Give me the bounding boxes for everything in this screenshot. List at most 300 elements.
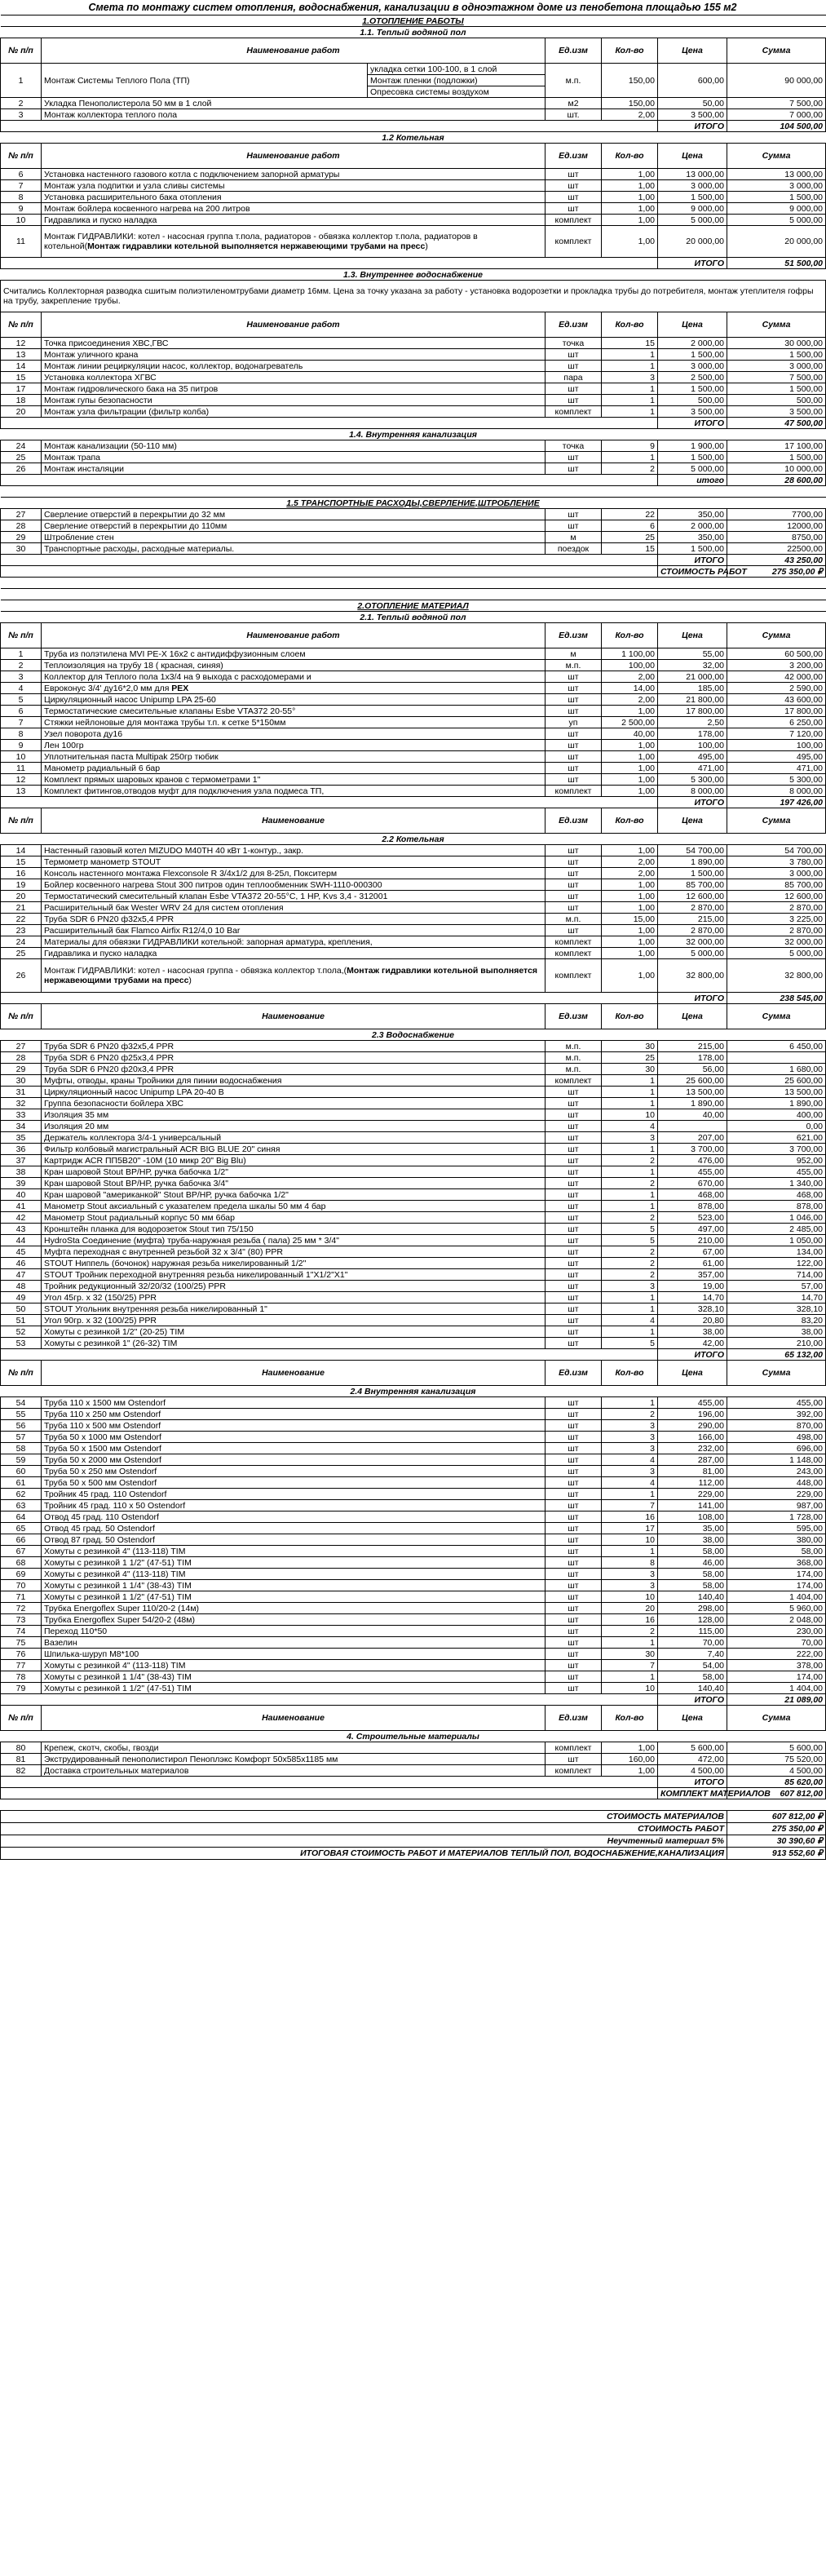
row-sum: 3 000,00: [727, 361, 826, 372]
table-row: [1, 1637, 826, 1649]
row-number: 34: [1, 1121, 42, 1132]
table-row: [1, 1420, 826, 1432]
row-name: Хомуты с резинкой 1 1/2" (47-51) TIM: [42, 1557, 546, 1569]
row-sum: 17 800,00: [727, 706, 826, 717]
table-row: [1, 1671, 826, 1683]
row-price: 5 000,00: [658, 215, 727, 226]
row-price: 1 500,00: [658, 192, 727, 203]
row-name: Угол 90гр. х 32 (100/25) PPR: [42, 1315, 546, 1326]
row-sum: 2 870,00: [727, 902, 826, 914]
row-sum: 3 700,00: [727, 1144, 826, 1155]
row-name: Муфты, отводы, краны Тройники для пинии водоснабжения: [42, 1075, 546, 1087]
row-unit: шт: [546, 1614, 602, 1626]
section-title: 1.4. Внутренняя канализация: [1, 429, 826, 440]
row-sum: 1 728,00: [727, 1512, 826, 1523]
table-row: [1, 879, 826, 891]
total-label: СТОИМОСТЬ РАБОТ: [658, 566, 727, 578]
row-sum: 7 120,00: [727, 728, 826, 740]
row-number: 70: [1, 1580, 42, 1591]
total-spacer: [1, 797, 658, 808]
row-unit: шт: [546, 1591, 602, 1603]
row-unit: шт: [546, 740, 602, 751]
row-price: 54 700,00: [658, 845, 727, 856]
row-sum: 455,00: [727, 1397, 826, 1409]
row-price: 1 900,00: [658, 440, 727, 452]
row-name-bold: PEX: [171, 683, 189, 693]
table-row: [1, 1121, 826, 1132]
row-qty: 1: [602, 452, 658, 463]
row-number: 24: [1, 440, 42, 452]
row-name: Труба 110 х 500 мм Ostendorf: [42, 1420, 546, 1432]
row-price: 85 700,00: [658, 879, 727, 891]
row-price: 12 600,00: [658, 891, 727, 902]
total-label: ИТОГО: [658, 555, 727, 566]
column-header-row: [1, 312, 826, 338]
row-qty: 1: [602, 1201, 658, 1212]
row-price: 455,00: [658, 1166, 727, 1178]
summary-row: [1, 1811, 826, 1823]
row-name: Циркуляционный насос Unipump LPA 20-40 B: [42, 1087, 546, 1098]
row-unit: шт: [546, 1580, 602, 1591]
row-unit: шт: [546, 1269, 602, 1281]
row-number: 29: [1, 1064, 42, 1075]
table-row: [1, 1303, 826, 1315]
row-sum: 7 500,00: [727, 372, 826, 383]
row-number: 4: [1, 683, 42, 694]
row-name: STOUT Угольник внутренняя резьба никелированный 1": [42, 1303, 546, 1315]
row-name: Хомуты с резинкой 1 1/4" (38-43) TIM: [42, 1671, 546, 1683]
row-qty: 10: [602, 1591, 658, 1603]
row-number: 67: [1, 1546, 42, 1557]
row-price: 81,00: [658, 1466, 727, 1477]
row-qty: 1,00: [602, 1765, 658, 1777]
table-row: [1, 728, 826, 740]
section-title: 1.ОТОПЛЕНИЕ РАБОТЫ: [1, 15, 826, 27]
row-sum: 85 700,00: [727, 879, 826, 891]
row-number: 11: [1, 763, 42, 774]
row-qty: 2: [602, 1246, 658, 1258]
row-number: 43: [1, 1224, 42, 1235]
table-row: [1, 1098, 826, 1109]
row-sum: 210,00: [727, 1338, 826, 1349]
row-unit: шт: [546, 1224, 602, 1235]
row-unit: шт: [546, 1109, 602, 1121]
row-number: 48: [1, 1281, 42, 1292]
col-unit-header: Ед.изм: [546, 1706, 602, 1731]
col-qty-header: Кол-во: [602, 144, 658, 169]
table-row: [1, 751, 826, 763]
row-name: Труба 50 х 1000 мм Ostendorf: [42, 1432, 546, 1443]
col-sum-header: Сумма: [727, 808, 826, 834]
summary-label: СТОИМОСТЬ МАТЕРИАЛОВ: [1, 1811, 727, 1823]
subsection-heading: [1, 27, 826, 38]
row-price: 495,00: [658, 751, 727, 763]
row-price: 468,00: [658, 1189, 727, 1201]
row-sum: 714,00: [727, 1269, 826, 1281]
row-sum: 43 600,00: [727, 694, 826, 706]
row-name: Отвод 87 град. 50 Ostendorf: [42, 1534, 546, 1546]
row-sum: 3 780,00: [727, 856, 826, 868]
row-price: 5 000,00: [658, 948, 727, 959]
total-value: 104 500,00: [727, 121, 826, 132]
row-qty: 8: [602, 1557, 658, 1569]
row-price: 287,00: [658, 1454, 727, 1466]
row-number: 11: [1, 226, 42, 258]
column-header-row: [1, 623, 826, 648]
row-qty: 1,00: [602, 936, 658, 948]
row-name: Монтаж ГИДРАВЛИКИ: котел - насосная группа т.пола, радиаторов - обвязка коллектор т.пола, радиаторов в котельной(Монтаж гидравлики котельной выполняется нержавеющими трубами на пресс): [42, 226, 546, 258]
row-number: 33: [1, 1109, 42, 1121]
row-price: 5 300,00: [658, 774, 727, 786]
row-price: 215,00: [658, 1041, 727, 1052]
row-sum: 2 590,00: [727, 683, 826, 694]
total-spacer: [1, 566, 658, 578]
row-unit: м.п.: [546, 64, 602, 98]
row-number: 57: [1, 1432, 42, 1443]
row-number: 9: [1, 203, 42, 215]
row-unit: шт: [546, 1178, 602, 1189]
row-unit: шт: [546, 1466, 602, 1477]
col-qty-header: Кол-во: [602, 312, 658, 338]
total-label: ИТОГО: [658, 1694, 727, 1706]
table-row: [1, 856, 826, 868]
row-number: 13: [1, 786, 42, 797]
row-unit: шт: [546, 203, 602, 215]
table-row: [1, 349, 826, 361]
row-number: 14: [1, 361, 42, 372]
row-sum: 7 000,00: [727, 109, 826, 121]
row-qty: 16: [602, 1614, 658, 1626]
row-sum: 174,00: [727, 1569, 826, 1580]
section-title: 2.1. Теплый водяной пол: [1, 612, 826, 623]
table-row: [1, 1500, 826, 1512]
row-qty: 15,00: [602, 914, 658, 925]
col-price-header: Цена: [658, 1004, 727, 1029]
row-qty: 30: [602, 1064, 658, 1075]
total-label: ИТОГО: [658, 1349, 727, 1361]
row-unit: поездок: [546, 543, 602, 555]
row-sum: 3 200,00: [727, 660, 826, 671]
row-name: Термостатические смесительные клапаны Esbe VTA372 20-55°: [42, 706, 546, 717]
col-sum-header: Сумма: [727, 312, 826, 338]
row-unit: уп: [546, 717, 602, 728]
row-price: 128,00: [658, 1614, 727, 1626]
row-qty: 2,00: [602, 109, 658, 121]
total-value: 21 089,00: [727, 1694, 826, 1706]
row-name: Хомуты с резинкой 1" (26-32) TIM: [42, 1338, 546, 1349]
row-qty: 1,00: [602, 1742, 658, 1754]
row-unit: шт: [546, 383, 602, 395]
row-price: 471,00: [658, 763, 727, 774]
col-number-header: № п/п: [1, 312, 42, 338]
row-qty: 1: [602, 1326, 658, 1338]
row-price: 328,10: [658, 1303, 727, 1315]
section-title: 1.2 Котельная: [1, 132, 826, 144]
row-sum: 987,00: [727, 1500, 826, 1512]
row-unit: шт: [546, 902, 602, 914]
row-qty: 10: [602, 1534, 658, 1546]
row-unit: шт: [546, 1603, 602, 1614]
row-qty: 1: [602, 1303, 658, 1315]
row-price: 500,00: [658, 395, 727, 406]
row-sum: 1 148,00: [727, 1454, 826, 1466]
row-price: 141,00: [658, 1500, 727, 1512]
row-sum: 75 520,00: [727, 1754, 826, 1765]
table-row: [1, 338, 826, 349]
total-label: ИТОГО: [658, 993, 727, 1004]
table-row: [1, 203, 826, 215]
row-number: 8: [1, 728, 42, 740]
row-number: 27: [1, 509, 42, 520]
row-price: 166,00: [658, 1432, 727, 1443]
row-sum: 12 600,00: [727, 891, 826, 902]
table-row: [1, 717, 826, 728]
table-row: [1, 463, 826, 475]
table-row: [1, 671, 826, 683]
row-qty: 1: [602, 383, 658, 395]
row-subitem: укладка сетки 100-100, в 1 слой: [368, 64, 546, 75]
table-row: [1, 1189, 826, 1201]
table-row: [1, 98, 826, 109]
row-unit: шт: [546, 361, 602, 372]
row-number: 31: [1, 1087, 42, 1098]
row-price: 1 500,00: [658, 868, 727, 879]
row-price: 178,00: [658, 1052, 727, 1064]
row-qty: 1,00: [602, 845, 658, 856]
row-price: 185,00: [658, 683, 727, 694]
row-qty: 2: [602, 1626, 658, 1637]
table-row: [1, 1626, 826, 1637]
table-row: [1, 1166, 826, 1178]
col-number-header: № п/п: [1, 38, 42, 64]
row-sum: 952,00: [727, 1155, 826, 1166]
row-name: Штробление стен: [42, 532, 546, 543]
total-row: [1, 1788, 826, 1799]
row-name: Хомуты с резинкой 4" (113-118) TIM: [42, 1546, 546, 1557]
estimate-table: [0, 15, 826, 1860]
row-qty: 1: [602, 1671, 658, 1683]
row-qty: 1,00: [602, 948, 658, 959]
row-number: 15: [1, 372, 42, 383]
section-title: 2.3 Водоснабжение: [1, 1029, 826, 1041]
row-unit: комплект: [546, 1075, 602, 1087]
row-sum: 328,10: [727, 1303, 826, 1315]
row-name: Доставка строительных материалов: [42, 1765, 546, 1777]
table-row: [1, 543, 826, 555]
row-sum: 134,00: [727, 1246, 826, 1258]
row-sum: 17 100,00: [727, 440, 826, 452]
row-price: 290,00: [658, 1420, 727, 1432]
col-qty-header: Кол-во: [602, 1706, 658, 1731]
column-header-row: [1, 144, 826, 169]
row-sum: 5 600,00: [727, 1742, 826, 1754]
total-spacer: [1, 1694, 658, 1706]
row-number: 52: [1, 1326, 42, 1338]
row-unit: шт: [546, 1281, 602, 1292]
row-sum: 230,00: [727, 1626, 826, 1637]
row-unit: комплект: [546, 226, 602, 258]
row-qty: 3: [602, 1466, 658, 1477]
row-sum: 222,00: [727, 1649, 826, 1660]
row-qty: 20: [602, 1603, 658, 1614]
row-unit: шт: [546, 1258, 602, 1269]
total-value: 85 620,00: [727, 1777, 826, 1788]
row-name: Установка коллектора ХГВС: [42, 372, 546, 383]
row-price: 56,00: [658, 1064, 727, 1075]
row-sum: 1 340,00: [727, 1178, 826, 1189]
row-qty: 2,00: [602, 694, 658, 706]
total-spacer: [1, 258, 658, 269]
table-row: [1, 683, 826, 694]
row-unit: шт: [546, 169, 602, 180]
table-row: [1, 845, 826, 856]
row-sum: 58,00: [727, 1546, 826, 1557]
row-sum: 498,00: [727, 1432, 826, 1443]
col-unit-header: Ед.изм: [546, 808, 602, 834]
row-sum: 3 000,00: [727, 868, 826, 879]
row-number: 25: [1, 452, 42, 463]
total-row: [1, 258, 826, 269]
col-name-header: Наименование работ: [42, 38, 546, 64]
col-name-header: Наименование: [42, 1004, 546, 1029]
row-name: Монтаж инсталяции: [42, 463, 546, 475]
row-price: 7,40: [658, 1649, 727, 1660]
total-label: ИТОГО: [658, 121, 727, 132]
row-unit: шт: [546, 845, 602, 856]
total-spacer: [1, 993, 658, 1004]
row-number: 60: [1, 1466, 42, 1477]
row-sum: 54 700,00: [727, 845, 826, 856]
row-number: 82: [1, 1765, 42, 1777]
row-price: 196,00: [658, 1409, 727, 1420]
row-sum: 2 485,00: [727, 1224, 826, 1235]
row-qty: 4: [602, 1121, 658, 1132]
row-price: 215,00: [658, 914, 727, 925]
row-name: Трубка Energoflex Super 54/20-2 (48м): [42, 1614, 546, 1626]
row-name: Комплект фитингов,отводов муфт для подключения узла подмеса ТП,: [42, 786, 546, 797]
row-sum: 14,70: [727, 1292, 826, 1303]
col-unit-header: Ед.изм: [546, 38, 602, 64]
row-sum: 378,00: [727, 1660, 826, 1671]
row-unit: шт: [546, 891, 602, 902]
row-sum: 3 225,00: [727, 914, 826, 925]
row-name: Манометр Stout аксиальный с указателем предела шкалы 50 мм 4 бар: [42, 1201, 546, 1212]
total-row: [1, 1777, 826, 1788]
row-number: 20: [1, 406, 42, 418]
row-name: HydroSta Соединение (муфта) труба-наружная резьба ( пала) 25 мм * 3/4": [42, 1235, 546, 1246]
row-name: Термостатический смесительный клапан Esbe VTA372 20-55°C, 1 HP, Kvs 3,4 - 312001: [42, 891, 546, 902]
table-row: [1, 1546, 826, 1557]
row-qty: 1,00: [602, 959, 658, 993]
total-value: 238 545,00: [727, 993, 826, 1004]
row-price: 5 600,00: [658, 1742, 727, 1754]
row-number: 21: [1, 902, 42, 914]
row-number: 46: [1, 1258, 42, 1269]
row-sum: 2 870,00: [727, 925, 826, 936]
row-price: 3 000,00: [658, 180, 727, 192]
row-sum: 495,00: [727, 751, 826, 763]
row-number: 13: [1, 349, 42, 361]
row-qty: 40,00: [602, 728, 658, 740]
section-title: 2.ОТОПЛЕНИЕ МАТЕРИАЛ: [1, 600, 826, 612]
row-name: Расширительный бак Flamco Airfix R12/4,0 10 Bar: [42, 925, 546, 936]
row-qty: 1,00: [602, 180, 658, 192]
row-price: 58,00: [658, 1546, 727, 1557]
row-qty: 1 100,00: [602, 648, 658, 660]
row-number: 35: [1, 1132, 42, 1144]
row-sum: 2 048,00: [727, 1614, 826, 1626]
row-number: 12: [1, 774, 42, 786]
row-unit: шт: [546, 452, 602, 463]
row-name: Гидравлика и пуско наладка: [42, 215, 546, 226]
row-name: Переход 110*50: [42, 1626, 546, 1637]
row-number: 2: [1, 98, 42, 109]
row-price: 38,00: [658, 1326, 727, 1338]
row-unit: шт: [546, 856, 602, 868]
row-qty: 100,00: [602, 660, 658, 671]
row-number: 2: [1, 660, 42, 671]
row-unit: шт: [546, 1534, 602, 1546]
row-price: 476,00: [658, 1155, 727, 1166]
row-price: 600,00: [658, 64, 727, 98]
row-sum: 696,00: [727, 1443, 826, 1454]
row-sum: 400,00: [727, 1109, 826, 1121]
row-number: 10: [1, 215, 42, 226]
table-row: [1, 1224, 826, 1235]
row-name: Отвод 45 град. 110 Ostendorf: [42, 1512, 546, 1523]
total-row: [1, 418, 826, 429]
row-sum: 122,00: [727, 1258, 826, 1269]
row-name: Транспортные расходы, расходные материалы.: [42, 543, 546, 555]
row-number: 22: [1, 914, 42, 925]
table-row: [1, 1315, 826, 1326]
spacer: [1, 589, 826, 600]
row-number: 75: [1, 1637, 42, 1649]
table-row: [1, 1614, 826, 1626]
row-number: 5: [1, 694, 42, 706]
table-row: [1, 1155, 826, 1166]
table-row: [1, 914, 826, 925]
row-unit: шт: [546, 1637, 602, 1649]
col-name-header: Наименование работ: [42, 623, 546, 648]
row-qty: 1,00: [602, 891, 658, 902]
col-number-header: № п/п: [1, 1004, 42, 1029]
table-row: [1, 180, 826, 192]
row-unit: шт: [546, 1189, 602, 1201]
row-name: Кран шаровой Stout ВР/НР, ручка бабочка 1/2": [42, 1166, 546, 1178]
row-number: 26: [1, 463, 42, 475]
row-number: 72: [1, 1603, 42, 1614]
table-row: [1, 109, 826, 121]
row-name: Экструдированный пенополистирол Пеноплэкс Комфорт 50х585х1185 мм: [42, 1754, 546, 1765]
row-price: 19,00: [658, 1281, 727, 1292]
row-number: 56: [1, 1420, 42, 1432]
row-name: Монтаж коллектора теплого пола: [42, 109, 546, 121]
row-qty: 25: [602, 532, 658, 543]
table-row: [1, 1443, 826, 1454]
row-sum: 380,00: [727, 1534, 826, 1546]
table-row: [1, 1075, 826, 1087]
row-subitem: Монтаж пленки (подложки): [368, 75, 546, 86]
col-price-header: Цена: [658, 1361, 727, 1386]
row-price: 50,00: [658, 98, 727, 109]
col-price-header: Цена: [658, 38, 727, 64]
row-price: 1 500,00: [658, 349, 727, 361]
row-unit: шт: [546, 1443, 602, 1454]
row-price: 3 500,00: [658, 109, 727, 121]
row-number: 9: [1, 740, 42, 751]
row-unit: шт: [546, 1432, 602, 1443]
